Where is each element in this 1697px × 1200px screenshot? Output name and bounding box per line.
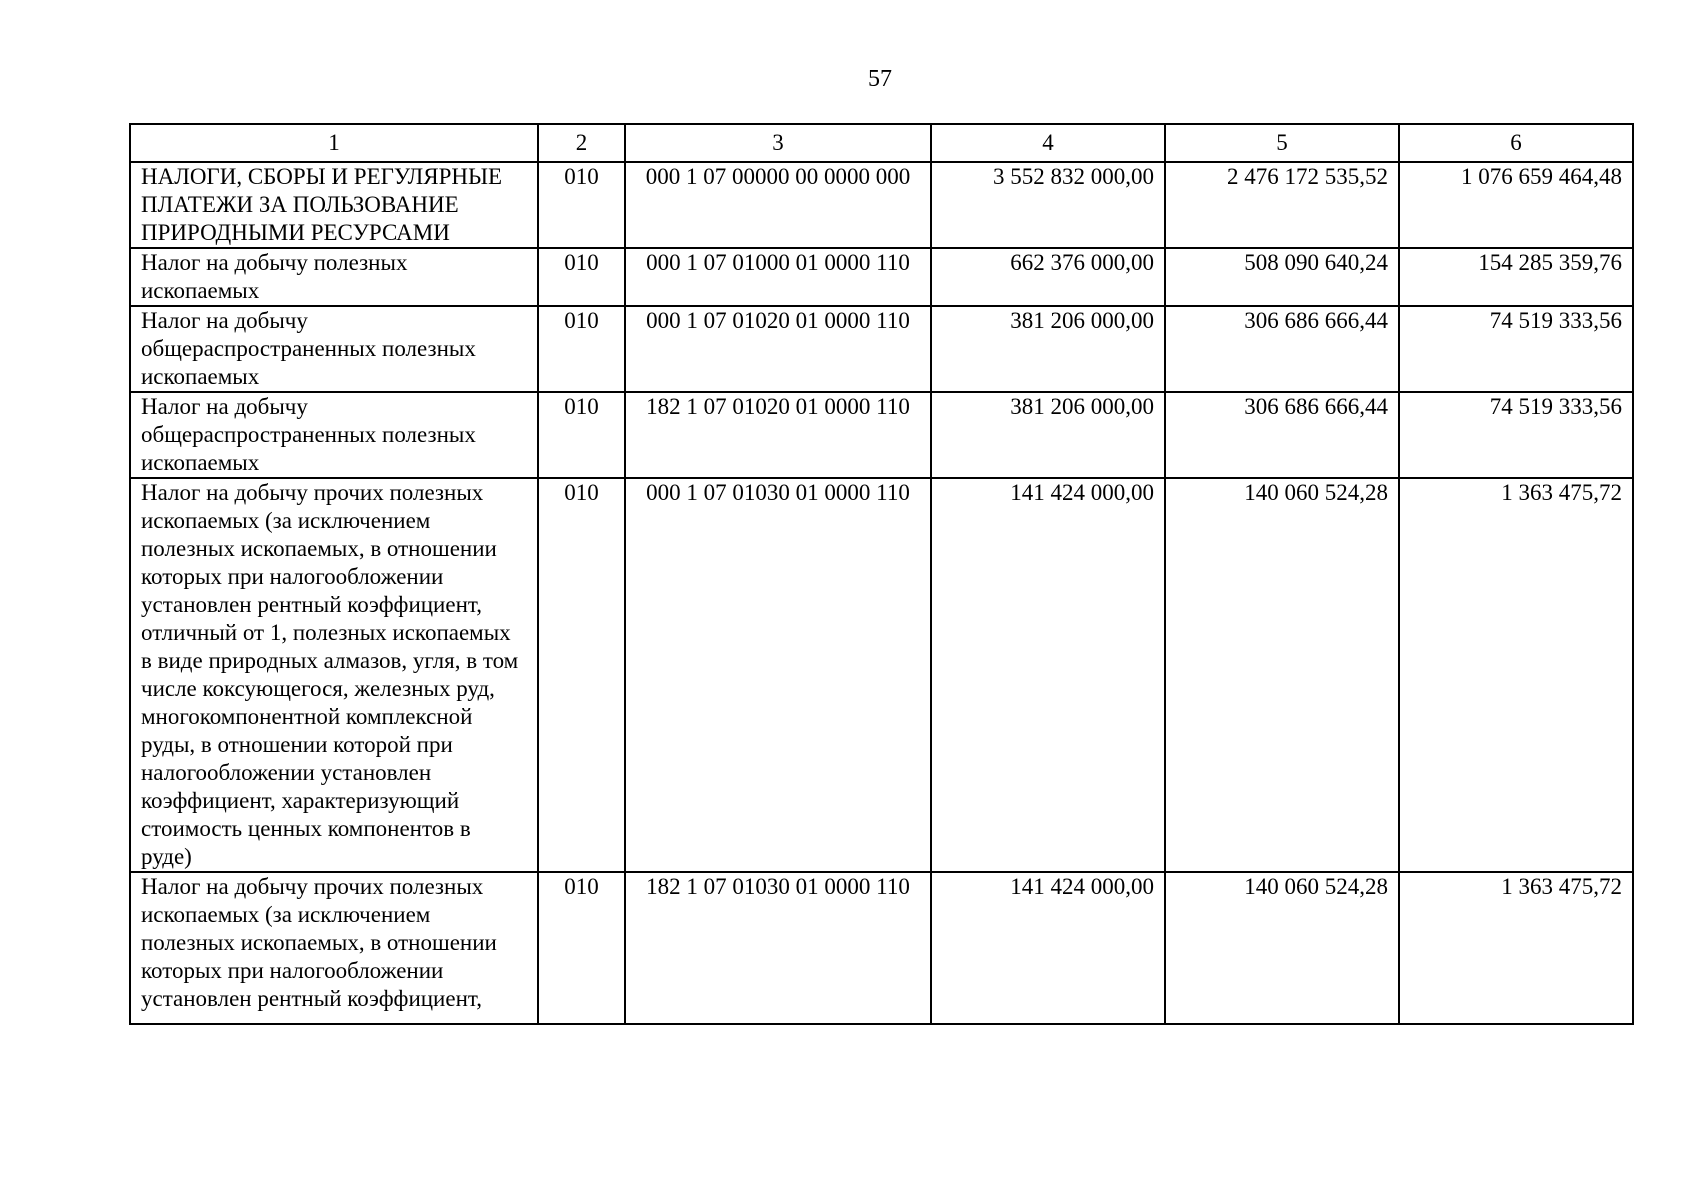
row-unexecuted: 1 076 659 464,48	[1399, 162, 1633, 248]
row-kbk: 000 1 07 01030 01 0000 110	[625, 478, 931, 872]
row-unexecuted: 74 519 333,56	[1399, 392, 1633, 478]
row-approved: 662 376 000,00	[931, 248, 1165, 306]
row-code: 010	[538, 392, 625, 478]
table-row	[130, 478, 1633, 872]
row-unexecuted: 1 363 475,72	[1399, 478, 1633, 872]
row-unexecuted: 154 285 359,76	[1399, 248, 1633, 306]
row-executed: 306 686 666,44	[1165, 392, 1399, 478]
table-row	[130, 162, 1633, 248]
row-code: 010	[538, 248, 625, 306]
table-row	[130, 248, 1633, 306]
row-approved: 141 424 000,00	[931, 872, 1165, 1024]
row-code: 010	[538, 872, 625, 1024]
row-unexecuted: 74 519 333,56	[1399, 306, 1633, 392]
row-name: Налог на добычу прочих полезных ископаемых (за исключением полезных ископаемых, в отношении которых при налогообложении установлен рентный коэффициент, отличный от 1, полезных ископаемых в виде природных алмазов, угля, в том числе коксующегося, железных руд, многокомпонентной комплексной руды, в отношении которой при налогообложении установлен коэффициент, характеризующий стоимость ценных компонентов в руде)	[130, 478, 538, 872]
column-header-1: 1	[130, 124, 538, 162]
row-name: НАЛОГИ, СБОРЫ И РЕГУЛЯРНЫЕ ПЛАТЕЖИ ЗА ПОЛЬЗОВАНИЕ ПРИРОДНЫМИ РЕСУРСАМИ	[130, 162, 538, 248]
column-header-2: 2	[538, 124, 625, 162]
row-kbk: 182 1 07 01030 01 0000 110	[625, 872, 931, 1024]
row-unexecuted: 1 363 475,72	[1399, 872, 1633, 1024]
row-executed: 2 476 172 535,52	[1165, 162, 1399, 248]
column-header-6: 6	[1399, 124, 1633, 162]
row-kbk: 000 1 07 01000 01 0000 110	[625, 248, 931, 306]
row-name: Налог на добычу прочих полезных ископаемых (за исключением полезных ископаемых, в отношении которых при налогообложении установлен рентный коэффициент,	[130, 872, 538, 1024]
table-row	[130, 306, 1633, 392]
column-header-4: 4	[931, 124, 1165, 162]
table-row	[130, 392, 1633, 478]
row-approved: 141 424 000,00	[931, 478, 1165, 872]
budget-table	[129, 123, 1634, 1025]
column-header-5: 5	[1165, 124, 1399, 162]
row-executed: 306 686 666,44	[1165, 306, 1399, 392]
row-name: Налог на добычу полезных ископаемых	[130, 248, 538, 306]
row-executed: 140 060 524,28	[1165, 872, 1399, 1024]
row-kbk: 182 1 07 01020 01 0000 110	[625, 392, 931, 478]
row-executed: 140 060 524,28	[1165, 478, 1399, 872]
row-approved: 3 552 832 000,00	[931, 162, 1165, 248]
row-kbk: 000 1 07 01020 01 0000 110	[625, 306, 931, 392]
row-approved: 381 206 000,00	[931, 392, 1165, 478]
row-name: Налог на добычу общераспространенных полезных ископаемых	[130, 306, 538, 392]
row-executed: 508 090 640,24	[1165, 248, 1399, 306]
row-kbk: 000 1 07 00000 00 0000 000	[625, 162, 931, 248]
row-code: 010	[538, 162, 625, 248]
column-header-3: 3	[625, 124, 931, 162]
row-name: Налог на добычу общераспространенных полезных ископаемых	[130, 392, 538, 478]
table-row	[130, 872, 1633, 1024]
page-number: 57	[868, 66, 892, 92]
row-code: 010	[538, 478, 625, 872]
table-header-row	[130, 124, 1633, 162]
row-approved: 381 206 000,00	[931, 306, 1165, 392]
row-code: 010	[538, 306, 625, 392]
